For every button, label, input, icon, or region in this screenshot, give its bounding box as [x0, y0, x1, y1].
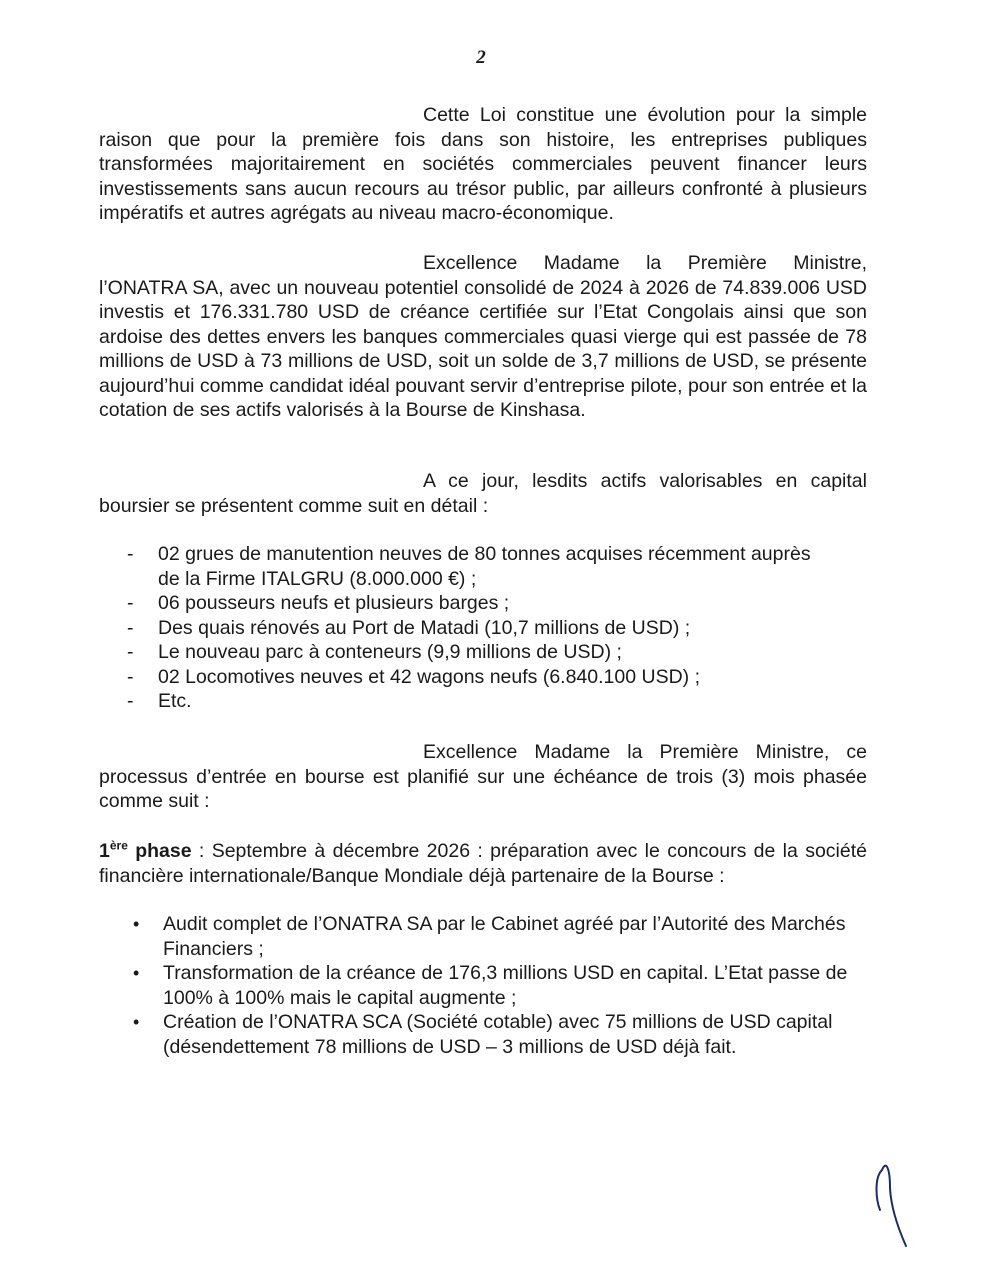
- list-item-text: Transformation de la créance de 176,3 millions USD en capital. L’Etat passe de 100% à 100% mais le capital augmente ;: [163, 962, 848, 1009]
- dash-marker: -: [127, 543, 134, 565]
- list-item: [99, 591, 819, 616]
- phase-word: phase: [135, 840, 192, 862]
- dash-marker: -: [127, 641, 134, 663]
- bullet-marker: •: [133, 1012, 140, 1032]
- paragraph-text: A ce jour, lesdits actifs valorisables en capital boursier se présentent comme suit en détail :: [99, 470, 867, 517]
- phase-number: 1: [99, 840, 110, 862]
- dash-marker: -: [127, 665, 134, 688]
- paragraph-ipo-schedule: [99, 740, 867, 814]
- paragraph-law-evolution: [99, 103, 867, 226]
- phase-ordinal-suffix: ère: [109, 838, 128, 853]
- list-item-text: 06 pousseurs neufs et plusieurs barges ;: [158, 592, 510, 614]
- paragraph-text: Excellence Madame la Première Ministre, ce processus d’entrée en bourse est planifié sur une échéance de trois (3) mois phasée comme suit :: [99, 741, 867, 812]
- phase-label: [99, 840, 192, 862]
- page-number: 2: [476, 47, 486, 68]
- list-item-text: Création de l’ONATRA SCA (Société cotable) avec 75 millions de USD capital (désendettement 78 millions de USD – 3 millions de USD déjà fait.: [163, 1011, 833, 1058]
- list-item-text: 02 grues de manutention neuves de 80 tonnes acquises récemment auprès de la Firme ITALGRU (8.000.000 €) ;: [158, 543, 811, 590]
- phase-description: : Septembre à décembre 2026 : préparation avec le concours de la société financière internationale/Banque Mondiale déjà partenaire de la Bourse :: [99, 840, 867, 887]
- phase-1-list: [99, 912, 859, 1059]
- list-item: [99, 689, 819, 714]
- paragraph-assets-intro: [99, 469, 867, 518]
- dash-marker: -: [127, 690, 134, 712]
- paragraph-text: [99, 839, 867, 888]
- list-item-text: 02 Locomotives neuves et 42 wagons neufs (6.840.100 USD) ;: [158, 665, 700, 688]
- list-item: [99, 542, 819, 591]
- paragraph-phase-1: [99, 839, 867, 888]
- list-item: [99, 912, 859, 961]
- paragraph-text: Excellence Madame la Première Ministre, l’ONATRA SA, avec un nouveau potentiel consolidé de 2024 à 2026 de 74.839.006 USD investis et 176.331.780 USD de créance certifiée sur l’Etat Congolais ainsi que son ardoise des dettes envers les banques commerciales quasi vierge qui est passée de 78 millions de USD à 73 millions de USD, soit un solde de 3,7 millions de USD, se présente aujourd’hui comme candidat idéal pouvant servir d’entreprise pilote, pour son entrée et la cotation de ses actifs valorisés à la Bourse de Kinshasa.: [99, 252, 867, 421]
- list-item-text: Des quais rénovés au Port de Matadi (10,7 millions de USD) ;: [158, 616, 691, 639]
- list-item: [99, 1010, 859, 1059]
- list-item: [99, 961, 859, 1010]
- list-item: [99, 640, 819, 665]
- bullet-marker: •: [133, 914, 140, 934]
- asset-list: [99, 542, 819, 714]
- paragraph-text: Cette Loi constitue une évolution pour la simple raison que pour la première fois dans son histoire, les entreprises publiques transformées majoritairement en sociétés commerciales peuvent financer leurs investissements sans aucun recours au trésor public, par ailleurs confronté à plusieurs impératifs et autres agrégats au niveau macro-économique.: [99, 104, 867, 224]
- list-item-text: Le nouveau parc à conteneurs (9,9 millions de USD) ;: [158, 641, 622, 663]
- dash-marker: -: [127, 592, 134, 614]
- handwritten-initial: [860, 1148, 920, 1248]
- paragraph-onatra-potential: [99, 251, 867, 423]
- list-item: [99, 665, 819, 690]
- list-item-text: Audit complet de l’ONATRA SA par le Cabinet agréé par l’Autorité des Marchés Financiers ;: [163, 913, 846, 960]
- bullet-marker: •: [133, 963, 140, 983]
- list-item: [99, 616, 819, 641]
- dash-marker: -: [127, 616, 134, 639]
- list-item-text: Etc.: [158, 690, 192, 712]
